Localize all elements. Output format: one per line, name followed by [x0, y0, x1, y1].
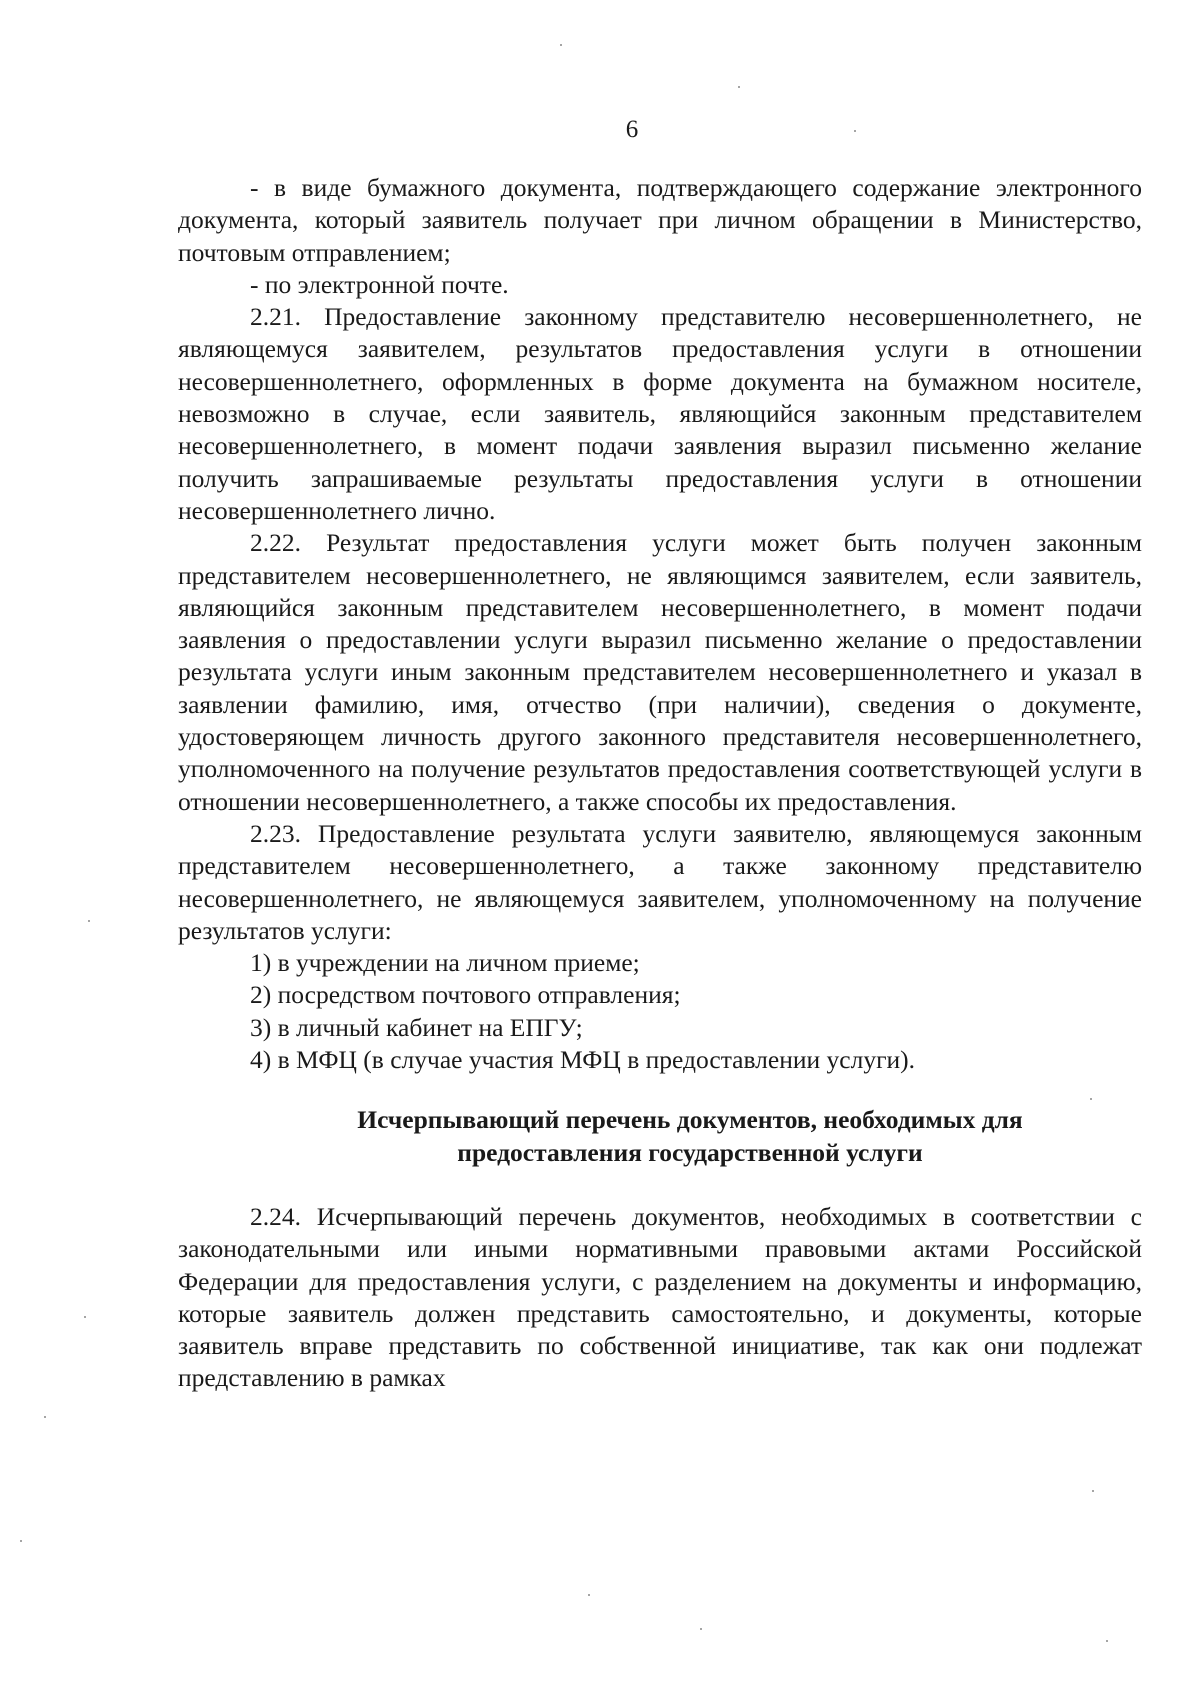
paragraph-email: - по электронной почте. [250, 269, 509, 299]
scan-speck [588, 1594, 590, 1596]
scan-speck [44, 1416, 46, 1418]
paragraph-paper-document: - в виде бумажного документа, подтверждающего содержание электронного документа, который заявитель получает при личном обращении в Министерство, почтовым отправлением; [178, 173, 1142, 267]
paragraph-2-21: 2.21. Предоставление законному представителю несовершеннолетнего, не являющемуся заявителем, результатов предоставления услуги в отношении несовершеннолетнего, оформленных в форме документа на бумажном носителе, невозможно в случае, если заявитель, являющийся законным представителем несовершеннолетнего, в момент подачи заявления выразил письменно желание получить запрашиваемые результаты предоставления услуги в отношении несовершеннолетнего лично. [178, 302, 1142, 525]
scan-speck [1106, 1640, 1108, 1642]
list-item-4: 4) в МФЦ (в случае участия МФЦ в предоставлении услуги). [250, 1045, 916, 1075]
section-heading [178, 1104, 1142, 1169]
scan-speck [20, 1540, 22, 1542]
scan-speck [560, 44, 562, 46]
paragraph-2-24: 2.24. Исчерпывающий перечень документов, необходимых в соответствии с законодательными или иными нормативными правовыми актами Российской Федерации для предоставления услуги, с разделением на документы и информацию, которые заявитель должен представить самостоятельно, и документы, которые заявитель вправе представить по собственной инициативе, так как они подлежат представлению в рамках [178, 1201, 1142, 1393]
scan-speck [738, 86, 740, 88]
list-item-3: 3) в личный кабинет на ЕПГУ; [250, 1012, 583, 1042]
scan-speck [854, 130, 856, 132]
scan-speck [1092, 1490, 1094, 1492]
scan-speck [84, 1316, 86, 1318]
scan-speck [700, 1628, 702, 1630]
scan-speck [1090, 1098, 1092, 1100]
paragraph-2-23: 2.23. Предоставление результата услуги заявителю, являющемуся законным представителем несовершеннолетнего, а также законному представителю несовершеннолетнего, не являющемуся заявителем, уполномоченному на получение результатов услуги: [178, 818, 1142, 945]
section-heading-line-2: предоставления государственной услуги [457, 1137, 923, 1167]
spacer [178, 1169, 1142, 1201]
list-item-1: 1) в учреждении на личном приеме; [250, 948, 640, 978]
list-item-2: 2) посредством почтового отправления; [250, 980, 681, 1010]
page-number: 6 [625, 116, 639, 143]
paragraph-2-22: 2.22. Результат предоставления услуги может быть получен законным представителем несовершеннолетнего, не являющимся заявителем, если заявитель, являющийся законным представителем несовершеннолетнего, в момент подачи заявления о предоставлении услуги выразил письменно желание о предоставлении результата услуги иным законным представителем несовершеннолетнего и указал в заявлении фамилию, имя, отчество (при наличии), сведения о документе, удостоверяющем личность другого законного представителя несовершеннолетнего, уполномоченного на получение результатов предоставления соответствующей услуги в отношении несовершеннолетнего, а также способы их предоставления. [178, 528, 1142, 816]
section-heading-line-1: Исчерпывающий перечень документов, необходимых для [357, 1105, 1023, 1135]
document-body [178, 172, 1142, 1395]
spacer [178, 1076, 1142, 1104]
scan-speck [88, 920, 90, 922]
